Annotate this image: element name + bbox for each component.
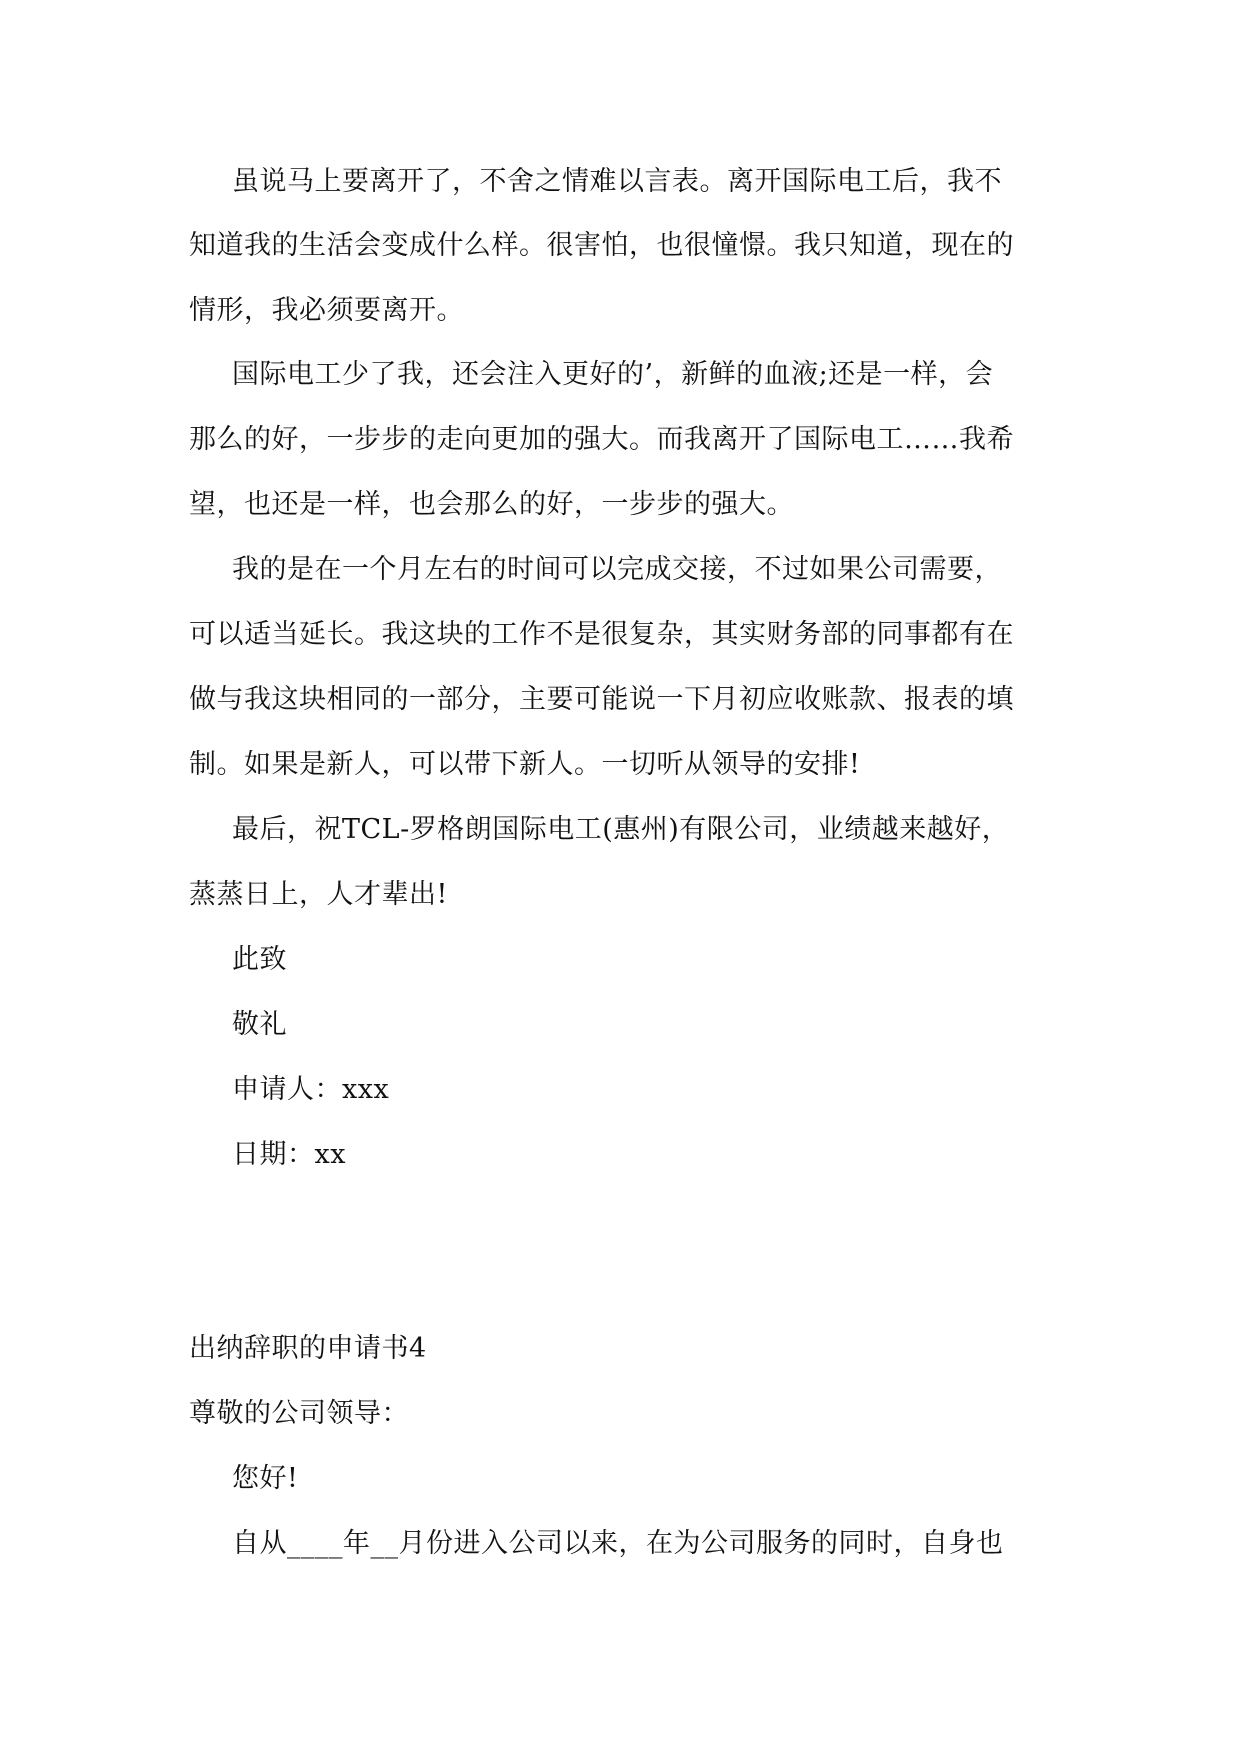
paragraph-line: 制。如果是新人，可以带下新人。一切听从领导的安排! — [189, 749, 861, 780]
closing-regards: 敬礼 — [232, 1009, 287, 1040]
paragraph-line: 我的是在一个月左右的时间可以完成交接，不过如果公司需要， — [232, 554, 1002, 585]
paragraph-line: 自从____年__月份进入公司以来，在为公司服务的同时，自身也 — [232, 1528, 1004, 1559]
greeting-line: 您好! — [232, 1463, 299, 1494]
paragraph-line: 那么的好，一步步的走向更加的强大。而我离开了国际电工……我希 — [189, 424, 1014, 455]
paragraph-line: 做与我这块相同的一部分，主要可能说一下月初应收账款、报表的填 — [189, 684, 1014, 715]
paragraph-line: 可以适当延长。我这块的工作不是很复杂，其实财务部的同事都有在 — [189, 619, 1014, 650]
paragraph-line: 情形，我必须要离开。 — [189, 295, 464, 326]
paragraph-line: 最后，祝TCL-罗格朗国际电工(惠州)有限公司，业绩越来越好， — [232, 814, 1010, 845]
paragraph-line: 望，也还是一样，也会那么的好，一步步的强大。 — [189, 489, 794, 520]
date-line: 日期：xx — [232, 1139, 346, 1170]
paragraph-line: 蒸蒸日上，人才辈出! — [189, 879, 448, 910]
paragraph-line: 国际电工少了我，还会注入更好的’，新鲜的血液;还是一样，会 — [232, 359, 994, 390]
paragraph-line: 虽说马上要离开了，不舍之情难以言表。离开国际电工后，我不 — [232, 166, 1002, 197]
closing-salutation: 此致 — [232, 944, 287, 975]
section-title: 出纳辞职的申请书4 — [189, 1333, 427, 1364]
recipient-line: 尊敬的公司领导： — [189, 1398, 409, 1429]
applicant-line: 申请人：xxx — [232, 1074, 390, 1105]
paragraph-line: 知道我的生活会变成什么样。很害怕，也很憧憬。我只知道，现在的 — [189, 230, 1014, 261]
